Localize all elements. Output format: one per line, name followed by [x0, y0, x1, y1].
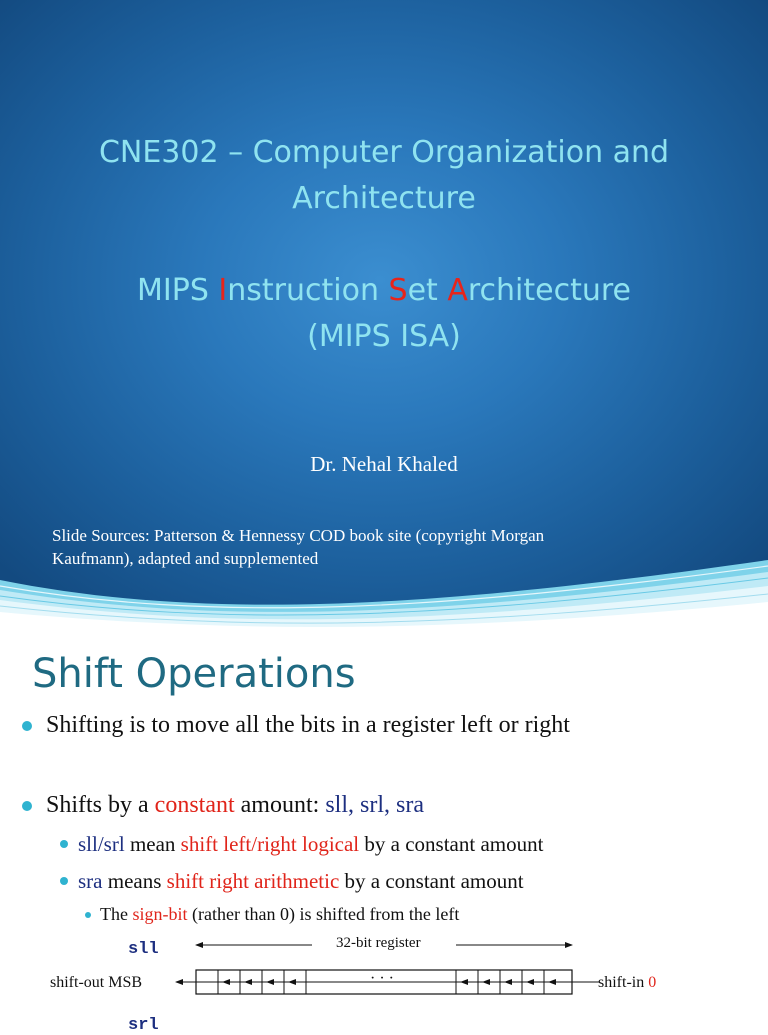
shift-out-label: shift-out MSB: [50, 974, 143, 991]
sub-bullet-dot: [60, 840, 68, 848]
author-name: Dr. Nehal Khaled: [310, 452, 458, 476]
sub-bullet-sign-bit: The sign-bit (rather than 0) is shifted from the left: [100, 904, 460, 924]
course-title: [0, 130, 768, 222]
register-ellipsis: · · ·: [370, 970, 394, 987]
bullet-dot: [22, 801, 32, 811]
slide-heading: Shift Operations: [32, 651, 356, 697]
bullet-shifts-by-constant: Shifts by a constant amount: sll, srl, sra: [46, 792, 424, 818]
slide-sources: Slide Sources: Patterson & Hennessy COD book site (copyright Morgan Kaufmann), adapted and supplemented: [52, 526, 545, 568]
lecture-title-line2: (MIPS ISA): [307, 319, 461, 354]
course-title-line1: CNE302 – Computer Organization and: [98, 135, 670, 170]
bullet-dot: [22, 721, 32, 731]
course-title-line2: Architecture: [292, 181, 476, 216]
lecture-title: [0, 268, 768, 360]
srl-label: srl: [128, 1016, 159, 1035]
lecture-title-line1: MIPS Instruction Set Architecture: [137, 273, 631, 308]
bullet-shifting: Shifting is to move all the bits in a register left or right: [46, 712, 570, 738]
shift-operations-slide: [0, 640, 768, 1035]
register-width-label: 32-bit register: [336, 935, 421, 951]
shift-in-label: shift-in 0: [598, 974, 657, 991]
sll-label: sll: [128, 940, 159, 959]
sub-sub-bullet-dot: [85, 912, 91, 918]
sub-bullet-dot: [60, 877, 68, 885]
sub-bullet-sll-srl: sll/srl mean shift left/right logical by a constant amount: [78, 832, 544, 856]
shift-register-diagram: [0, 936, 768, 1006]
sub-bullet-sra: sra means shift right arithmetic by a constant amount: [78, 869, 524, 893]
wave-decoration: [0, 560, 768, 640]
